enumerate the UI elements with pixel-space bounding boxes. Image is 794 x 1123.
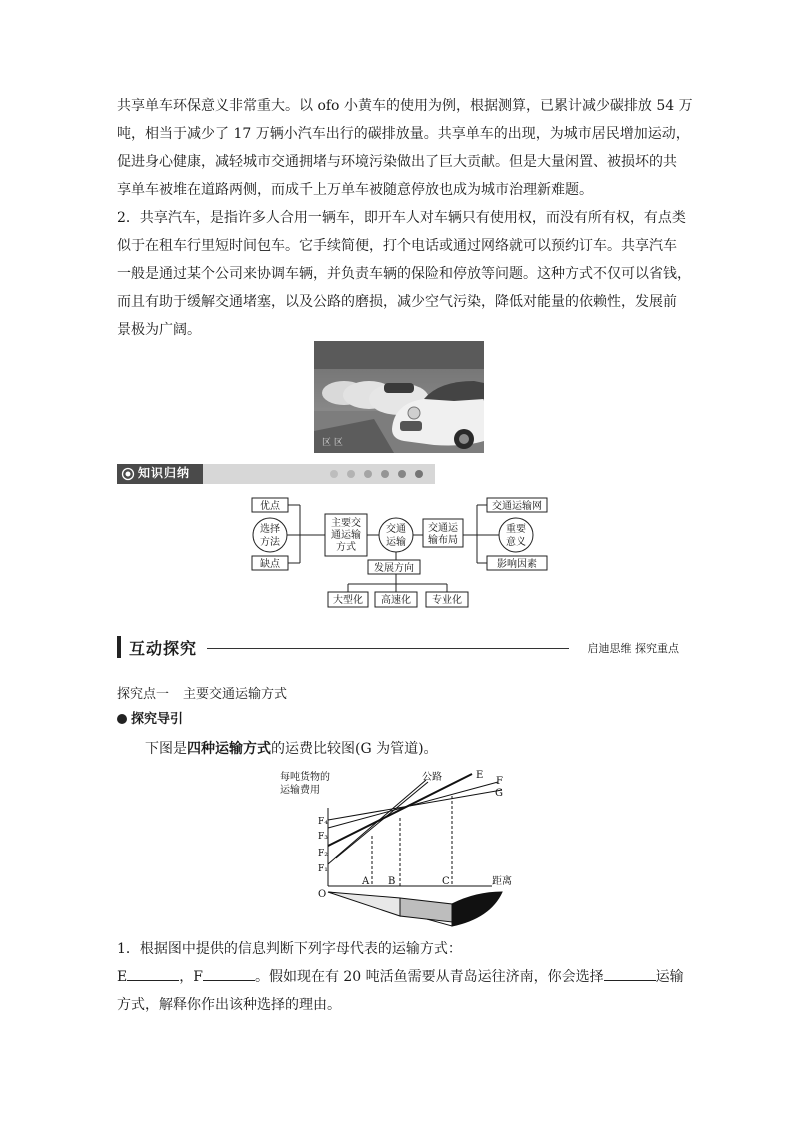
freight-cost-chart [276,768,526,928]
y-tick-f2: F₂ [318,849,328,859]
f-label: ，F [179,969,203,985]
concept-map [240,492,560,612]
select-method-l2: 方法 [260,537,280,548]
transport-l1: 交通 [386,524,406,535]
main-modes-l3: 方式 [336,542,356,553]
question-1-continued: 方式，解释你作出该种选择的理由。 [117,997,341,1013]
special-label: 专业化 [432,595,462,606]
significance-l1: 重要 [506,524,526,535]
paragraph-line: 景极为广阔。 [117,322,201,338]
network-label: 交通运输网 [492,501,542,512]
fast-label: 高速化 [381,595,411,606]
intro-suffix: 的运费比较图(G 为管道)。 [271,741,438,757]
intro-paragraph [117,92,693,344]
wedge-section-3 [452,892,502,926]
transport-l2: 运输 [386,537,406,548]
series-f-label: F [496,776,503,787]
paragraph-line: 而且有助于缓解交通堵塞，以及公路的磨损，减少空气污染，降低对能量的依赖性，发展前 [117,294,677,310]
main-modes-l1: 主要交 [331,518,361,529]
paragraph-line: 吨，相当于减少了 17 万辆小汽车出行的碳排放量。共享单车的出现，为城市居民增加运动， [117,126,690,142]
series-road-label: 公路 [422,772,442,783]
question-end: 运输 [655,969,684,985]
point-title: 主要交通运输方式 [183,687,288,702]
shared-cars-photo [314,341,484,453]
question-mid: 。假如现在有 20 吨活鱼需要从青岛运往济南，你会选择 [254,969,604,985]
svg-text:区 区: 区 区 [322,438,343,448]
answer-blank-choice[interactable] [604,966,656,981]
paragraph-line: 似于在租车行里短时间包车。它手续简便，打个电话或通过网络就可以预约订车。共享汽车 [117,238,677,254]
factors-label: 影响因素 [497,559,537,570]
paragraph-line: 共享单车环保意义非常重大。以 ofo 小黄车的使用为例，根据测算，已累计减少碳排放 54 万 [117,98,693,114]
series-f-line [328,782,498,828]
paragraph-line: 2．共享汽车，是指许多人合用一辆车，即开车人对车辆只有使用权，而没有所有权，有点类 [117,210,686,226]
intro-bold: 四种运输方式 [187,741,271,757]
point-label: 探究点一 [117,687,170,702]
paragraph-line: 促进身心健康，减轻城市交通拥堵与环境污染做出了巨大贡献。但是大量闲置、被损坏的共 [117,154,677,170]
wedge-section-2 [400,898,452,922]
answer-blank-f[interactable] [203,966,255,981]
x-tick-a: A [362,876,370,887]
inquiry-point-heading [117,683,287,702]
main-modes-l2: 通运输 [331,530,361,541]
intro-prefix: 下图是 [145,741,187,757]
advantages-label: 优点 [260,501,280,512]
series-road-line-2 [336,782,428,858]
banner-title: 知识归纳 [138,466,191,480]
y-tick-f1: F₁ [318,864,328,874]
e-label: E [117,969,128,985]
y-label-line2: 运输费用 [280,785,320,796]
section-title: 互动探究 [129,639,198,658]
significance-l2: 意义 [506,537,526,548]
series-g-line [328,790,502,820]
x-axis-label: 距离 [492,876,512,887]
series-e-label: E [476,770,484,781]
chart-intro [145,738,438,758]
paragraph-line: 一般是通过某个公司来协调车辆，并负责车辆的保险和停放等问题。这种方式不仅可以省钱， [117,266,691,282]
section-divider [207,648,569,649]
direction-label: 发展方向 [374,563,414,574]
layout-l2: 输布局 [428,535,458,546]
y-tick-f4: F₄ [318,817,328,827]
x-tick-c: C [442,876,450,887]
paragraph-line: 享单车被堆在道路两侧，而成千上万单车被随意停放也成为城市治理新难题。 [117,182,593,198]
guide-heading [117,708,183,727]
section-rule [117,636,121,658]
section-header [117,634,679,662]
large-label: 大型化 [333,595,363,606]
question-1: 1．根据图中提供的信息判断下列字母代表的运输方式： [117,941,462,957]
y-label-line1: 每吨货物的 [280,772,330,783]
guide-label: 探究导引 [131,712,184,727]
series-road-line [328,780,426,864]
wedge-section-1 [328,892,400,916]
answer-blank-e[interactable] [127,966,179,981]
select-method-l1: 选择 [260,524,280,535]
x-tick-b: B [388,876,396,887]
y-tick-f3: F₃ [318,832,328,842]
layout-l1: 交通运 [428,523,458,534]
origin-label: O [318,889,327,900]
series-g-label: G [495,788,503,799]
section-subtitle: 启迪思维 探究重点 [587,642,679,655]
play-bullet-icon [117,714,127,724]
question-1-blanks [117,966,684,986]
disadvantages-label: 缺点 [260,559,280,570]
